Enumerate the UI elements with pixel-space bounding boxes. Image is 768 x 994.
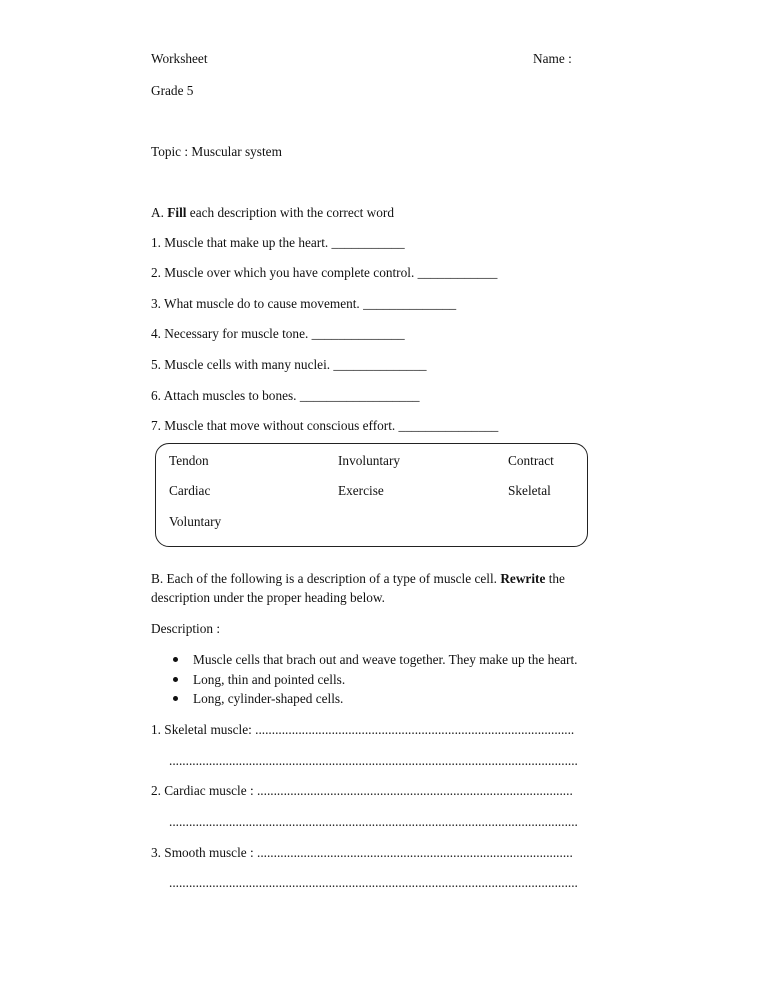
list-item: Muscle cells that brach out and weave together. They make up the heart. (172, 653, 578, 673)
section-a-prefix: A. (151, 205, 168, 220)
answer-smooth-label: 3. Smooth muscle : ............................................................................................... (151, 845, 573, 860)
section-a-bold-word: Fill (167, 205, 187, 220)
question-6: 6. Attach muscles to bones. __________________ (151, 388, 420, 403)
section-a-instruction-rest: each description with the correct word (186, 205, 394, 220)
name-label: Name : (533, 51, 572, 66)
answer-skeletal-label: 1. Skeletal muscle: ................................................................................................ (151, 722, 575, 737)
topic-label: Topic : Muscular system (151, 144, 282, 159)
list-item: Long, thin and pointed cells. (172, 673, 578, 693)
section-b-line1-rest: the (545, 571, 565, 586)
word-bank-contract: Contract (508, 453, 554, 468)
section-b-instruction-line1 (151, 572, 565, 585)
question-1: 1. Muscle that make up the heart. ___________ (151, 235, 405, 250)
answer-cardiac-label: 2. Cardiac muscle : ............................................................................................... (151, 783, 573, 798)
answer-smooth-line: ........................................................................................................................... (169, 875, 578, 890)
description-list (172, 653, 578, 712)
question-3: 3. What muscle do to cause movement. ______________ (151, 296, 457, 311)
question-7: 7. Muscle that move without conscious effort. _______________ (151, 418, 499, 433)
section-a-instruction (151, 206, 394, 219)
list-item: Long, cylinder-shaped cells. (172, 692, 578, 712)
answer-skeletal-line: ........................................................................................................................... (169, 753, 578, 768)
word-bank-tendon: Tendon (169, 453, 209, 468)
answer-cardiac-line: ........................................................................................................................... (169, 814, 578, 829)
question-4: 4. Necessary for muscle tone. ______________ (151, 326, 405, 341)
worksheet-title: Worksheet (151, 51, 208, 66)
section-b-bold-word: Rewrite (500, 571, 546, 586)
description-label: Description : (151, 621, 221, 636)
word-bank-exercise: Exercise (338, 483, 384, 498)
word-bank-cardiac: Cardiac (169, 483, 211, 498)
word-bank-skeletal: Skeletal (508, 483, 551, 498)
section-b-instruction-line2: description under the proper heading below. (151, 590, 385, 605)
word-bank-involuntary: Involuntary (338, 453, 401, 468)
question-2: 2. Muscle over which you have complete control. ____________ (151, 265, 498, 280)
section-b-prefix: B. Each of the following is a description of a type of muscle cell. (151, 571, 501, 586)
word-bank-voluntary: Voluntary (169, 514, 222, 529)
question-5: 5. Muscle cells with many nuclei. ______________ (151, 357, 427, 372)
grade-label: Grade 5 (151, 83, 194, 98)
